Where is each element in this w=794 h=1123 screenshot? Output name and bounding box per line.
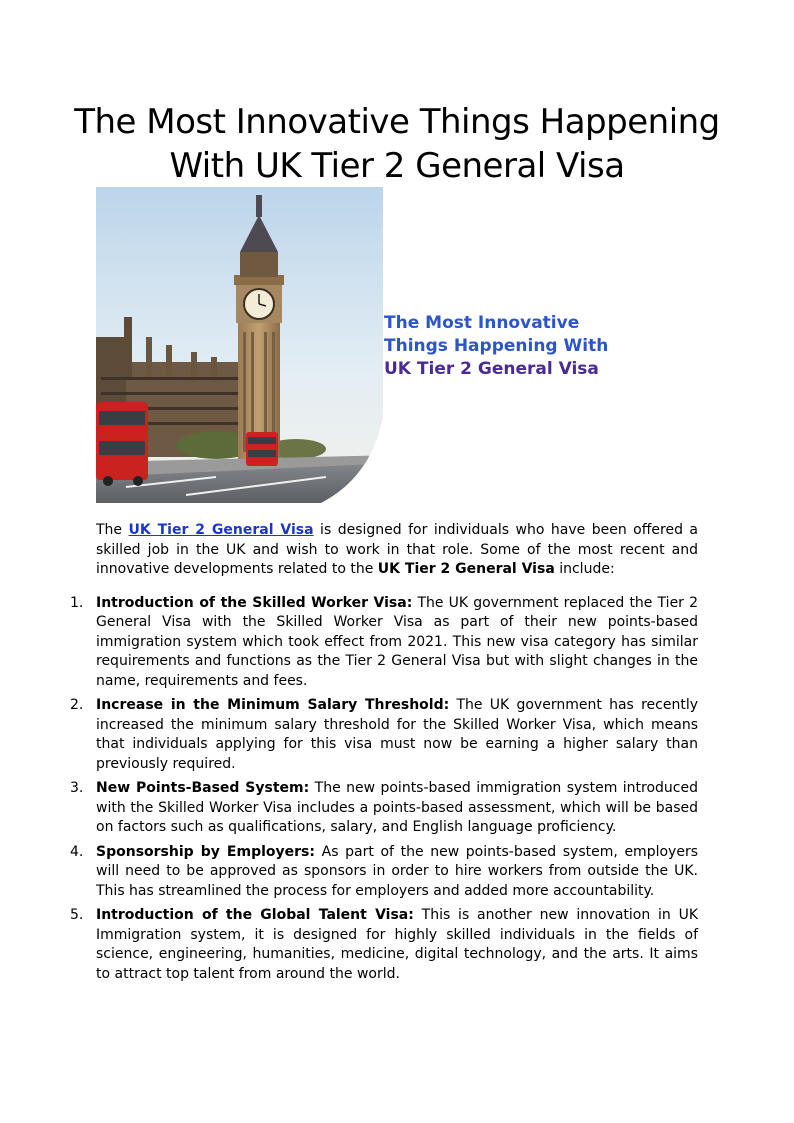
- big-ben-illustration: [96, 187, 396, 503]
- list-item-heading: Introduction of the Skilled Worker Visa:: [96, 594, 413, 611]
- list-number: 5.: [70, 907, 84, 923]
- list-number: 2.: [70, 697, 84, 713]
- banner-line-2: Things Happening With: [384, 336, 609, 356]
- developments-list: [70, 594, 699, 985]
- list-item: [70, 779, 698, 838]
- intro-bold-term: UK Tier 2 General Visa: [377, 561, 555, 577]
- banner-heading: [384, 312, 684, 381]
- banner-line-1: The Most Innovative: [384, 313, 580, 333]
- intro-text-end: include:: [554, 561, 615, 577]
- list-item-heading: New Points-Based System:: [96, 780, 310, 796]
- list-number: 1.: [70, 594, 84, 611]
- list-item-heading: Sponsorship by Employers:: [96, 843, 315, 860]
- list-item-text: The new points-based immigration system introduced with the Skilled Worker Visa includes a points-based assessment, which will be based on factors such as qualifications, salary, and English language proficiency.: [96, 780, 698, 835]
- uk-tier2-visa-link[interactable]: UK Tier 2 General Visa: [128, 522, 314, 538]
- intro-paragraph: [96, 521, 698, 580]
- intro-text-start: The: [96, 522, 129, 538]
- intro-text-middle: is designed for individuals who have been offered a skilled job in the UK and wish to work in that role. Some of the most recent and innovative developments related to the: [96, 522, 699, 577]
- list-item-text: This is another new innovation in UK Immigration system, it is designed for highly skilled individuals in the fields of science, engineering, humanities, medicine, digital technology, and the arts. It aims to attract top talent from around the world.: [96, 907, 699, 982]
- banner-image: [96, 187, 700, 503]
- list-item: [70, 906, 699, 984]
- page-title: The Most Innovative Things Happening With UK Tier 2 General Visa: [74, 102, 720, 186]
- list-item: [70, 594, 698, 692]
- list-item-text: The UK government replaced the Tier 2 General Visa with the Skilled Worker Visa as part of their new points-based immigration system which took effect from 2021. This new visa category has similar requirements and functions as the Tier 2 General Visa but with slight changes in the name, requirements and fees.: [96, 594, 698, 689]
- list-item-heading: Introduction of the Global Talent Visa:: [96, 907, 414, 923]
- list-item: [70, 696, 699, 774]
- list-item: [70, 843, 698, 902]
- article-body: [70, 521, 699, 989]
- list-item-text: The UK government has recently increased the minimum salary threshold for the Skilled Worker Visa, which means that individuals applying for this visa must now be earning a higher salary than previously required.: [96, 697, 699, 772]
- list-item-text: As part of the new points-based system, employers will need to be approved as sponsors in order to hire workers from outside the UK. This has streamlined the process for employers and added more accountability.: [96, 843, 698, 899]
- list-item-heading: Increase in the Minimum Salary Threshold:: [96, 697, 450, 713]
- list-number: 3.: [70, 780, 84, 796]
- banner-line-3: UK Tier 2 General Visa: [384, 359, 599, 379]
- list-number: 4.: [70, 843, 84, 860]
